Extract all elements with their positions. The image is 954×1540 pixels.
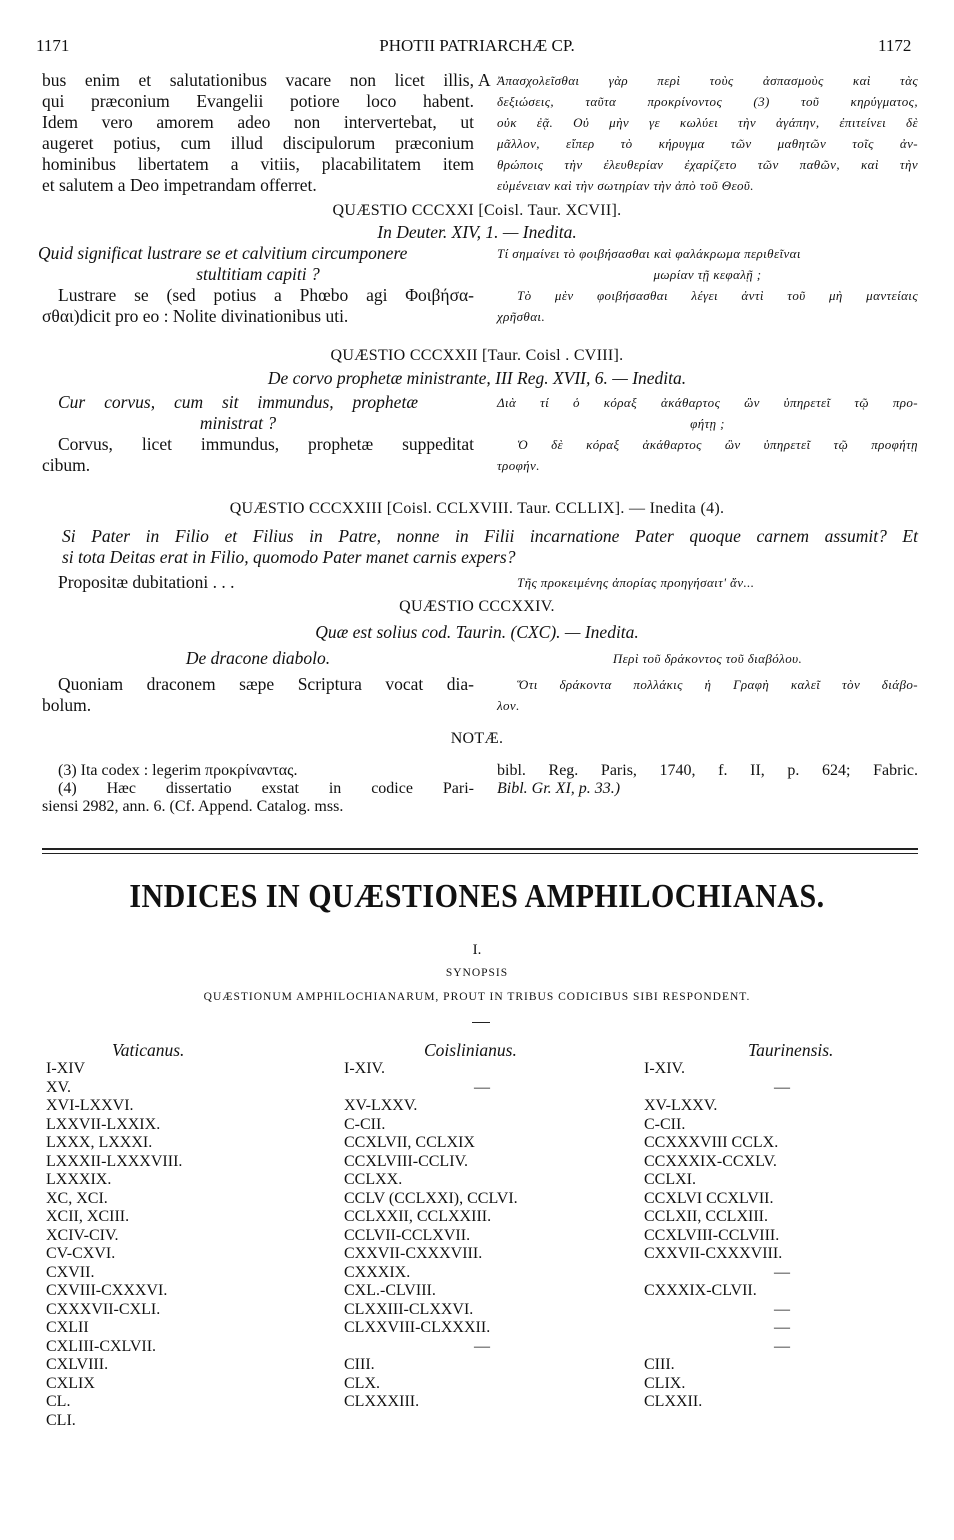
index-entry: CCLXX. [344,1171,403,1188]
index-entry: I-XIV [46,1060,86,1077]
index-entry: CXVII. [46,1263,95,1281]
page-number-right: 1172 [878,36,912,55]
index-entry [644,1412,930,1431]
index-entry: CXXXVII-CXLI. [46,1300,161,1318]
latin-continuation: bus enim et salutationibus vacare non licet illis, qui præconium Evangelii potiore loco habent. Idem vero amorem adeo non intervertebat, ut augeret potius, cum illud discipulorum præconium hominibus libertatem a vitiis, placabilitatem item et salutem a Deo impetrandam offerret. [42,70,474,195]
question-322-greek-question: Διὰ τί ὁ κόραξ ἀκάθαρτος ὢν ὑπηρετεῖ τῷ προ- φήτῃ ; [497,395,918,431]
synopsis-subtitle: QUÆSTIONUM AMPHILOCHIANARUM, PROUT IN TRIBUS CODICIBUS SIBI RESPONDENT. [203,991,751,1003]
index-entry: LXXX, LXXXI. [46,1134,153,1151]
index-entry: CCXXXIX-CCXLV. [644,1152,777,1170]
question-324-latin-heading: De dracone diabolo. [185,648,331,668]
index-entry: CLXXXIII. [344,1393,420,1410]
index-entry: — [774,1337,790,1355]
index-entry: I-XIV. [644,1060,686,1077]
index-entry: CXLII [46,1319,89,1336]
index-entry: CV-CXVI. [46,1245,116,1262]
index-entry: XV-LXXV. [344,1097,418,1114]
notes-title: NOTÆ. [450,730,504,747]
question-322-title: QUÆSTIO CCCXXII [Taur. Coisl . CVIII]. [330,347,624,364]
question-324-greek-heading: Περὶ τοῦ δράκοντος τοῦ διαβόλου. [612,651,803,666]
index-entry: — [474,1078,490,1096]
column-vaticanus [46,1060,306,1430]
index-entry: CLX. [344,1374,380,1392]
index-entry: CCLXI. [644,1171,696,1188]
index-entry: — [774,1263,790,1281]
index-entry: CIII. [344,1356,375,1373]
index-entry: CXLVIII. [46,1356,109,1373]
section-divider-thin [42,853,918,854]
column-coislinianus [344,1060,634,1430]
running-title: PHOTII PATRIARCHÆ CP. [379,36,575,55]
index-entry: CXXVII-CXXXVIII. [644,1245,783,1262]
question-324-greek: Ὅτι δράκοντα πολλάκις ἡ Γραφὴ καλεῖ τὸν διάβο- λον. [497,677,918,713]
question-321-latin-answer: Lustrare se (sed potius a Phœbo agi Φοιβήσα- σθαι)dicit pro eo : Nolite divinationibus uti. [42,285,474,326]
index-entry: CLXXIII-CLXXVI. [344,1300,474,1318]
question-323-greek: Τῆς προκειμένης ἀπορίας προηγήσαιτ' ἄν... [517,575,755,590]
index-entry [344,1412,634,1431]
question-321-greek-answer: Τὸ μὲν φοιβήσασθαι λέγει ἀντὶ τοῦ μὴ μαντείαις χρῆσθαι. [497,288,918,324]
index-entry: C-CII. [644,1115,686,1133]
index-entry: XCII, XCIII. [46,1208,130,1225]
section-divider [42,848,918,850]
index-entry: C-CII. [344,1115,386,1133]
notes-left: (3) Ita codex : legerim προκρίναντας. (4) Hæc dissertatio exstat in codice Pari- siensi 2982, ann. 6. (Cf. Append. Catalog. mss. [42,762,474,815]
index-entry: — [774,1319,790,1336]
index-entry: CCLXII, CCLXIII. [644,1208,768,1225]
notes-right: bibl. Reg. Paris, 1740, f. II, p. 624; Fabric. Bibl. Gr. XI, p. 33.) [497,762,918,797]
margin-marker: A [478,70,491,90]
index-entry: CCLVII-CCLXVII. [344,1226,471,1244]
question-322-latin-question: Cur corvus, cum sit immundus, prophetæ ministrat ? [58,392,418,433]
index-entry: XV-LXXV. [644,1097,718,1114]
question-324-subtitle: Quæ est solius cod. Taurin. (CXC). — Inedita. [315,622,639,642]
index-entry: — [774,1078,790,1096]
index-entry: LXXXIX. [46,1171,112,1188]
index-entry: CCXLVIII-CCLVIII. [644,1226,780,1244]
index-entry: CCXLVIII-CCLIV. [344,1152,469,1170]
index-entry: CCXLVII, CCLXIX [344,1134,475,1151]
column-header-coislinianus: Coislinianus. [424,1040,517,1060]
index-entry: CLIX. [644,1374,686,1392]
column-taurinensis [644,1060,930,1430]
question-323-question: Si Pater in Filio et Filius in Patre, nonne in Filii incarnatione Pater quoque carnem assumit? Et si tota Deitas erat in Filio, quomodo Pater manet carnis expers? [62,526,918,567]
short-rule [472,1022,490,1023]
index-entry: CCXXXVIII CCLX. [644,1134,779,1151]
index-entry: CXLIII-CXLVII. [46,1337,157,1355]
index-entry: XCIV-CIV. [46,1226,119,1244]
index-entry: XC, XCI. [46,1189,108,1207]
indices-title: INDICES IN QUÆSTIONES AMPHILOCHIANAS. [129,877,825,915]
index-entry: CLXXII. [644,1393,703,1410]
question-323-latin: Propositæ dubitationi . . . [58,572,235,592]
index-entry: CCXLVI CCXLVII. [644,1189,774,1207]
index-entry: CL. [46,1393,71,1410]
index-entry: CLI. [46,1411,76,1429]
question-321-title: QUÆSTIO CCCXXI [Coisl. Taur. XCVII]. [332,202,622,219]
indices-number: I. [472,942,482,958]
index-entry: XVI-LXXVI. [46,1097,134,1114]
index-entry: CXXXIX. [344,1263,411,1281]
question-321-greek-question: Τί σημαίνει τὸ φοιβήσασθαι καὶ φαλάκρωμα περιθεῖναι μωρίαν τῇ κεφαλῇ ; [497,246,801,282]
question-324-title: QUÆSTIO CCCXXIV. [399,598,555,615]
question-322-greek-answer: Ὁ δὲ κόραξ ἀκάθαρτος ὢν ὑπηρετεῖ τῷ προφήτῃ τροφήν. [497,437,918,473]
index-entry: CCLXXII, CCLXXIII. [344,1208,492,1225]
question-322-subtitle: De corvo prophetæ ministrante, III Reg. XVII, 6. — Inedita. [267,368,687,388]
index-entry: CXXVII-CXXXVIII. [344,1245,483,1262]
index-entry: CIII. [644,1356,675,1373]
index-entry: — [774,1300,790,1318]
question-322-latin-answer: Corvus, licet immundus, prophetæ suppeditat cibum. [42,434,474,475]
question-323-title: QUÆSTIO CCCXXIII [Coisl. CCLXVIII. Taur. CCLLIX]. — Inedita (4). [229,500,725,517]
index-entry: CCLV (CCLXXI), CCLVI. [344,1189,518,1207]
index-entry: CXLIX [46,1374,95,1392]
index-entry: CLXXVIII-CLXXXII. [344,1319,491,1336]
index-entry: CXVIII-CXXXVI. [46,1282,168,1299]
column-header-taurinensis: Taurinensis. [748,1040,834,1060]
index-entry: LXXXII-LXXXVIII. [46,1152,183,1170]
index-entry: XV. [46,1078,72,1096]
index-entry: — [474,1337,490,1355]
index-entry: LXXVII-LXXIX. [46,1115,161,1133]
index-entry: CXL.-CLVIII. [344,1282,436,1299]
index-entry: CXXXIX-CLVII. [644,1282,757,1299]
question-321-subtitle: In Deuter. XIV, 1. — Inedita. [377,222,577,242]
page-number-left: 1171 [36,36,70,55]
question-324-latin: Quoniam draconem sæpe Scriptura vocat dia- bolum. [42,674,474,715]
index-entry: I-XIV. [344,1060,386,1077]
question-321-latin-question: Quid significat lustrare se et calvitium circumponere stultitiam capiti ? [38,243,408,284]
greek-continuation: Ἀπασχολεῖσθαι γὰρ περὶ τοὺς ἀσπασμοὺς καὶ τὰς δεξιώσεις, ταῦτα προκρίνοντος (3) τοῦ κηρύγματος, οὐκ ἐᾷ. Οὐ μὴν γε κωλύει τὴν ἀγάπην, ἐπιτείνει δὲ μᾶλλον, εἴπερ τὸ κήρυγμα τῶν μαθητῶν τοῖς ἀν- θρώποις τὴν ἐλευθερίαν ἐχαρίζετο τῶν παθῶν, καὶ τὴν εὐμένειαν καὶ τὴν σωτηρίαν τὴν ἀπὸ τοῦ Θεοῦ. [497,73,918,193]
column-header-vaticanus: Vaticanus. [112,1040,185,1060]
synopsis-label: SYNOPSIS [445,967,509,979]
